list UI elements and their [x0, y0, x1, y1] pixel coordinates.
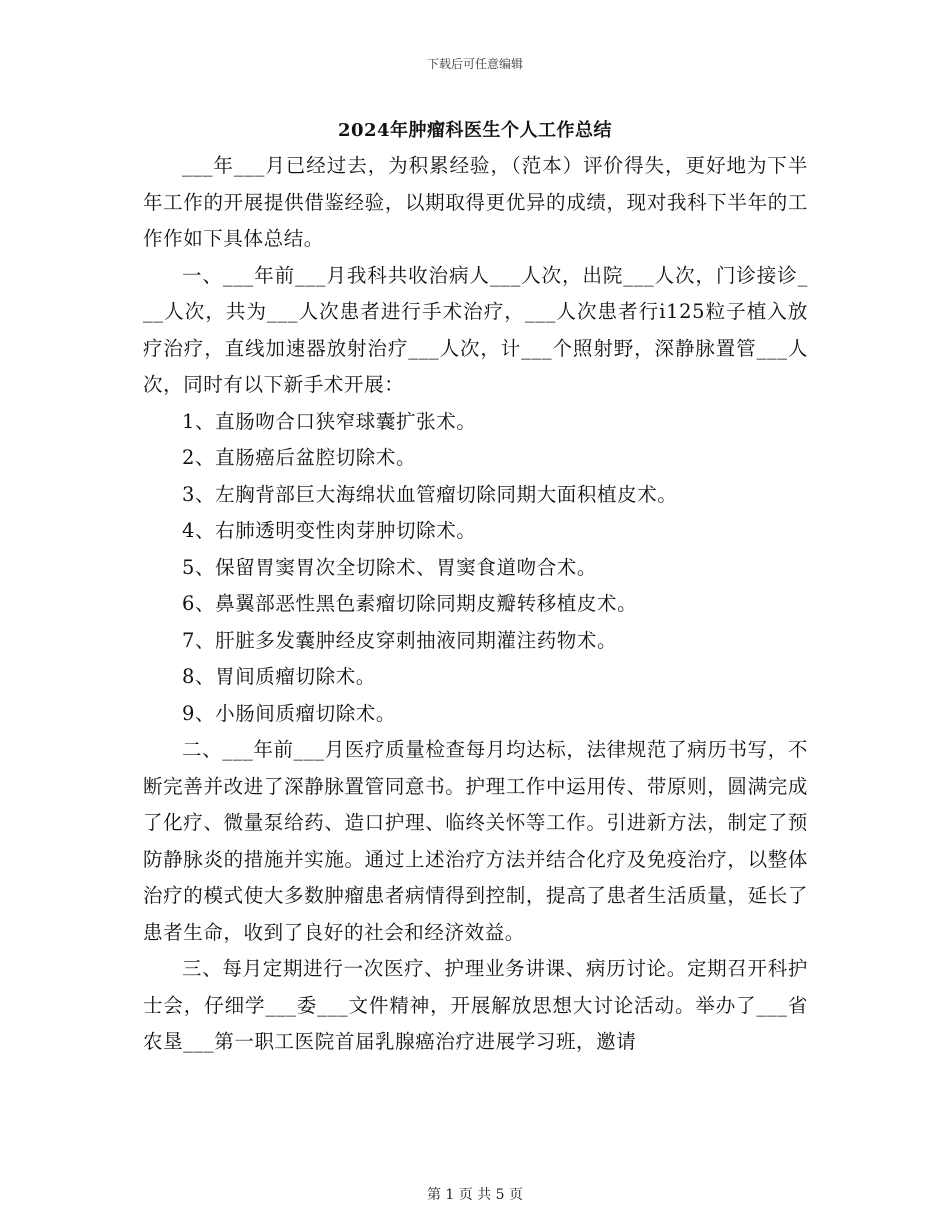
list-item-surgery-7: 7、肝脏多发囊肿经皮穿刺抽液同期灌注药物术。	[182, 628, 618, 652]
header-note: 下载后可任意编辑	[426, 57, 523, 71]
list-item-surgery-5: 5、保留胃窦胃次全切除术、胃窦食道吻合术。	[182, 555, 598, 579]
list-item-surgery-4: 4、右肺透明变性肉芽肿切除术。	[182, 519, 477, 542]
document-title: 2024年肿瘤科医生个人工作总结	[337, 120, 613, 141]
list-item-surgery-9: 9、小肠间质瘤切除术。	[182, 701, 397, 725]
list-item-surgery-6: 6、鼻翼部恶性黑色素瘤切除同期皮瓣转移植皮术。	[182, 592, 638, 615]
paragraph-section-1: 一、___年前___月我科共收治病人___人次，出院___人次，门诊接诊___人次，共为___人次患者进行手术治疗，___人次患者行i125粒子植入放疗治疗，直线加速器放射治疗___人次，计___个照射野，深静脉置管___人次，同时有以下新手术开展：	[143, 263, 808, 396]
paragraph-section-2: 二、___年前___月医疗质量检查每月均达标，法律规范了病历书写，不断完善并改进了深静脉置管同意书。护理工作中运用传、带原则，圆满完成了化疗、微量泵给药、造口护理、临终关怀等工作。引进新方法，制定了预防静脉炎的措施并实施。通过上述治疗方法并结合化疗及免疫治疗，以整体治疗的模式使大多数肿瘤患者病情得到控制，提高了患者生活质量，延长了患者生命，收到了良好的社会和经济效益。	[143, 738, 808, 944]
list-item-surgery-2: 2、直肠癌后盆腔切除术。	[182, 446, 417, 469]
list-item-surgery-8: 8、胃间质瘤切除术。	[182, 665, 376, 688]
paragraph-intro: ___年___月已经过去，为积累经验，（范本）评价得失，更好地为下半年工作的开展提供借鉴经验，以期取得更优异的成绩，现对我科下半年的工作作如下具体总结。	[143, 154, 808, 250]
document-body	[143, 148, 808, 1061]
list-item-surgery-3: 3、左胸背部巨大海绵状血管瘤切除同期大面积植皮术。	[182, 482, 678, 506]
paragraph-section-3: 三、每月定期进行一次医疗、护理业务讲课、病历讨论。定期召开科护士会，仔细学___委___文件精神，开展解放思想大讨论活动。举办了___省农垦___第一职工医院首届乳腺癌治疗进展学习班，邀请	[143, 957, 808, 1053]
page-number-footer: 第 1 页 共 5 页	[426, 1187, 524, 1203]
list-item-surgery-1: 1、直肠吻合口狭窄球囊扩张术。	[182, 409, 477, 433]
